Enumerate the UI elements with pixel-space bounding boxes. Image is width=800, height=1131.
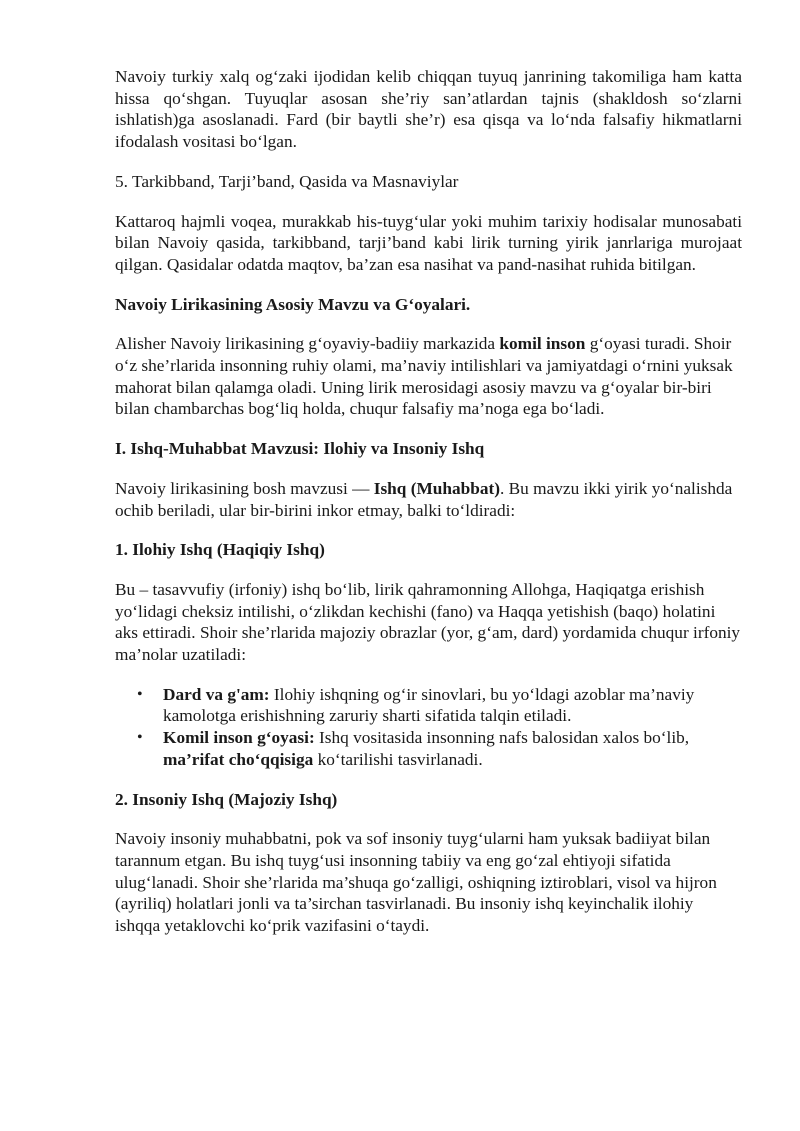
section-heading-tarkibband: 5. Tarkibband, Tarji’band, Qasida va Masnaviylar [115,171,459,191]
paragraph-komil-inson [115,333,742,420]
list-item [163,684,742,727]
bullet-title: Dard va g'am: [163,684,270,704]
bold-marifat: ma’rifat cho‘qqisiga [163,749,314,769]
bullet-list [115,684,742,771]
bullet-title: Komil inson g‘oyasi: [163,728,315,748]
paragraph-bosh-mavzu [115,478,742,521]
paragraph-insoniy-ishq: Navoiy insoniy muhabbatni, pok va sof insoniy tuyg‘ularni ham yuksak badiiyat bilan tarannum etgan. Bu ishq tuyg‘usi insonning tabiiy va eng go‘zal ehtiyoji sifatida ulug‘lanadi. Shoir she’rlarida ma’shuqa go‘zalligi, oshiqning iztiroblari, visol va hijron (ayriliq) holatlari jonli va ta’sirchan tasvirlanadi. Bu insoniy ishq keyinchalik ilohiy ishqqa yetaklovchi ko‘prik vazifasini o‘taydi. [115,829,717,936]
text-run: Ishq vositasida insonning nafs balosidan xalos bo‘lib, [314,728,690,748]
bold-komil-inson: komil inson [499,334,586,354]
heading-insoniy-ishq: 2. Insoniy Ishq (Majoziy Ishq) [115,789,338,809]
heading-ilohiy-ishq: 1. Ilohiy Ishq (Haqiqiy Ishq) [115,540,325,560]
text-run: ko‘tarilishi tasvirlanadi. [313,749,483,769]
heading-ishq-muhabbat: I. Ishq-Muhabbat Mavzusi: Ilohiy va Insoniy Ishq [115,439,485,459]
text-run: Ilohiy ishqning og‘ir sinovlari, bu yo‘ldagi azoblar ma’naviy kamolotga erishishning zaruriy sharti sifatida talqin etiladi. [163,684,695,726]
text-run: g‘oyasi turadi. Shoir o‘z she’rlarida insonning ruhiy olami, ma’naviy intilishlari va jamiyatdagi o‘rnini yuksak mahorat bilan qalamga oladi. Uning lirik merosidagi asosiy mavzu va g‘oyalar bir-biri bilan chambarchas bog‘liq holda, chuqur falsafiy ma’noga ega bo‘ladi. [115,334,733,419]
text-run: Navoiy lirikasining bosh mavzusi — [115,478,374,498]
text-run: . Bu mavzu ikki yirik yo‘nalishda ochib beriladi, ular bir-birini inkor etmay, balki to‘ldiradi: [115,478,733,520]
list-item [163,727,742,770]
text-run: Alisher Navoiy lirikasining g‘oyaviy-badiiy markazida [115,334,500,354]
paragraph-qasida: Kattaroq hajmli voqea, murakkab his-tuyg‘ular yoki muhim tarixiy hodisalar munosabati bilan Navoiy qasida, tarkibband, tarji’band kabi lirik turning yirik janrlariga murojaat qilgan. Qasidalar odatda maqtov, ba’zan esa nasihat va pand-nasihat ruhida bitilgan. [115,211,742,274]
paragraph-ilohiy-ishq: Bu – tasavvufiy (irfoniy) ishq bo‘lib, lirik qahramonning Allohga, Haqiqatga erishish yo‘lidagi cheksiz intilishi, o‘zlikdan kechishi (fano) va Haqqa yetishish (baqo) holatini aks ettiradi. Shoir she’rlarida majoziy obrazlar (yor, g‘am, dard) yordamida chuqur irfoniy ma’nolar uzatiladi: [115,579,741,665]
bold-ishq: Ishq (Muhabbat) [373,478,501,498]
paragraph-tuyuq: Navoiy turkiy xalq og‘zaki ijodidan kelib chiqqan tuyuq janrining takomiliga ham katta hissa qo‘shgan. Tuyuqlar asosan she’riy san’atlardan tajnis (shakldosh so‘zlarni ishlatish)ga asoslanadi. Fard (bir baytli she’r) esa qisqa va lo‘nda falsafiy hikmatlarni ifodalash vositasi bo‘lgan. [115,67,742,152]
heading-main-themes: Navoiy Lirikasining Asosiy Mavzu va G‘oyalari. [115,294,471,314]
